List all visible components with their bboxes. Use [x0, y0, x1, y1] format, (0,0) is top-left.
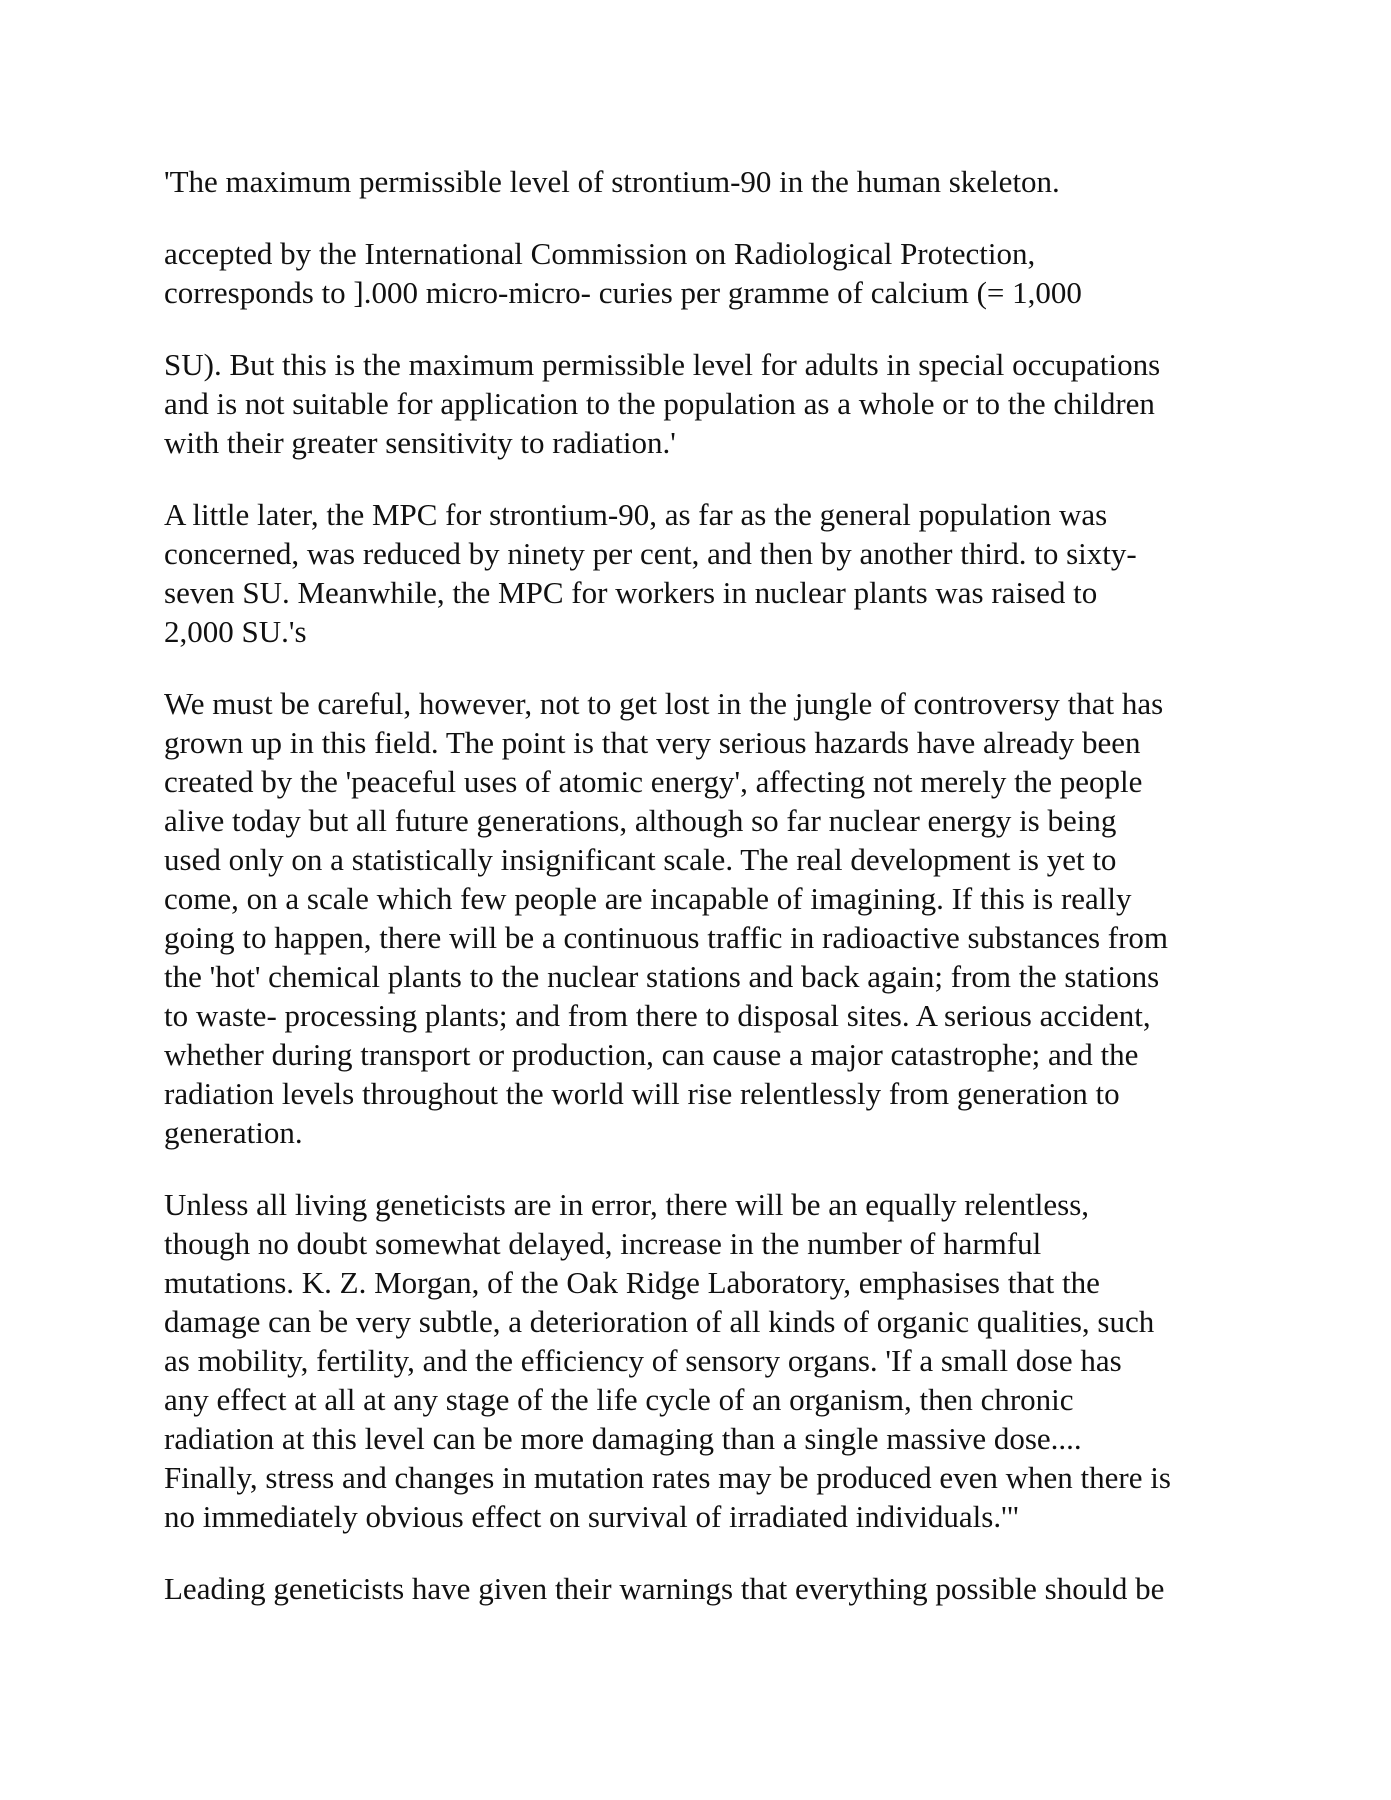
body-text: [164, 162, 1244, 1641]
text-line: seven SU. Meanwhile, the MPC for workers in nuclear plants was raised to: [164, 575, 1098, 610]
text-line: with their greater sensitivity to radiation.': [164, 425, 676, 460]
text-line: SU). But this is the maximum permissible level for adults in special occupations: [164, 347, 1161, 382]
text-line: A little later, the MPC for strontium-90, as far as the general population was: [164, 497, 1108, 532]
text-line: grown up in this field. The point is that very serious hazards have already been: [164, 725, 1141, 760]
text-line: though no doubt somewhat delayed, increase in the number of harmful: [164, 1226, 1042, 1261]
paragraph-warnings: [164, 1569, 1244, 1608]
text-line: radiation at this level can be more damaging than a single massive dose....: [164, 1421, 1082, 1456]
text-line: 'The maximum permissible level of strontium-90 in the human skeleton.: [164, 164, 1060, 199]
text-line: mutations. K. Z. Morgan, of the Oak Ridge Laboratory, emphasises that the: [164, 1265, 1100, 1300]
text-line: accepted by the International Commission on Radiological Protection,: [164, 236, 1036, 271]
paragraph-quote-start: [164, 162, 1244, 201]
text-line: whether during transport or production, can cause a major catastrophe; and the: [164, 1037, 1139, 1072]
text-line: no immediately obvious effect on survival of irradiated individuals.'": [164, 1499, 1020, 1534]
text-line: used only on a statistically insignificant scale. The real development is yet to: [164, 842, 1117, 877]
paragraph-icrp: [164, 234, 1244, 312]
text-line: We must be careful, however, not to get lost in the jungle of controversy that has: [164, 686, 1164, 721]
text-line: concerned, was reduced by ninety per cent, and then by another third. to sixty-: [164, 536, 1137, 571]
paragraph-mpc: [164, 495, 1244, 651]
text-line: damage can be very subtle, a deterioration of all kinds of organic qualities, such: [164, 1304, 1155, 1339]
text-line: generation.: [164, 1115, 303, 1150]
text-line: as mobility, fertility, and the efficiency of sensory organs. 'If a small dose has: [164, 1343, 1122, 1378]
text-line: created by the 'peaceful uses of atomic energy', affecting not merely the people: [164, 764, 1143, 799]
text-line: Leading geneticists have given their warnings that everything possible should be: [164, 1571, 1165, 1606]
text-line: the 'hot' chemical plants to the nuclear stations and back again; from the stations: [164, 959, 1160, 994]
paragraph-geneticists: [164, 1185, 1244, 1536]
text-line: and is not suitable for application to the population as a whole or to the children: [164, 386, 1155, 421]
text-line: to waste- processing plants; and from there to disposal sites. A serious accident,: [164, 998, 1151, 1033]
text-line: radiation levels throughout the world will rise relentlessly from generation to: [164, 1076, 1120, 1111]
text-line: any effect at all at any stage of the life cycle of an organism, then chronic: [164, 1382, 1074, 1417]
text-line: alive today but all future generations, although so far nuclear energy is being: [164, 803, 1117, 838]
text-line: going to happen, there will be a continuous traffic in radioactive substances from: [164, 920, 1169, 955]
paragraph-controversy: [164, 684, 1244, 1152]
text-line: 2,000 SU.'s: [164, 614, 307, 649]
paragraph-adults-level: [164, 345, 1244, 462]
text-line: corresponds to ].000 micro-micro- curies per gramme of calcium (= 1,000: [164, 275, 1082, 310]
text-line: Finally, stress and changes in mutation rates may be produced even when there is: [164, 1460, 1171, 1495]
text-line: come, on a scale which few people are incapable of imagining. If this is really: [164, 881, 1132, 916]
text-line: Unless all living geneticists are in error, there will be an equally relentless,: [164, 1187, 1090, 1222]
